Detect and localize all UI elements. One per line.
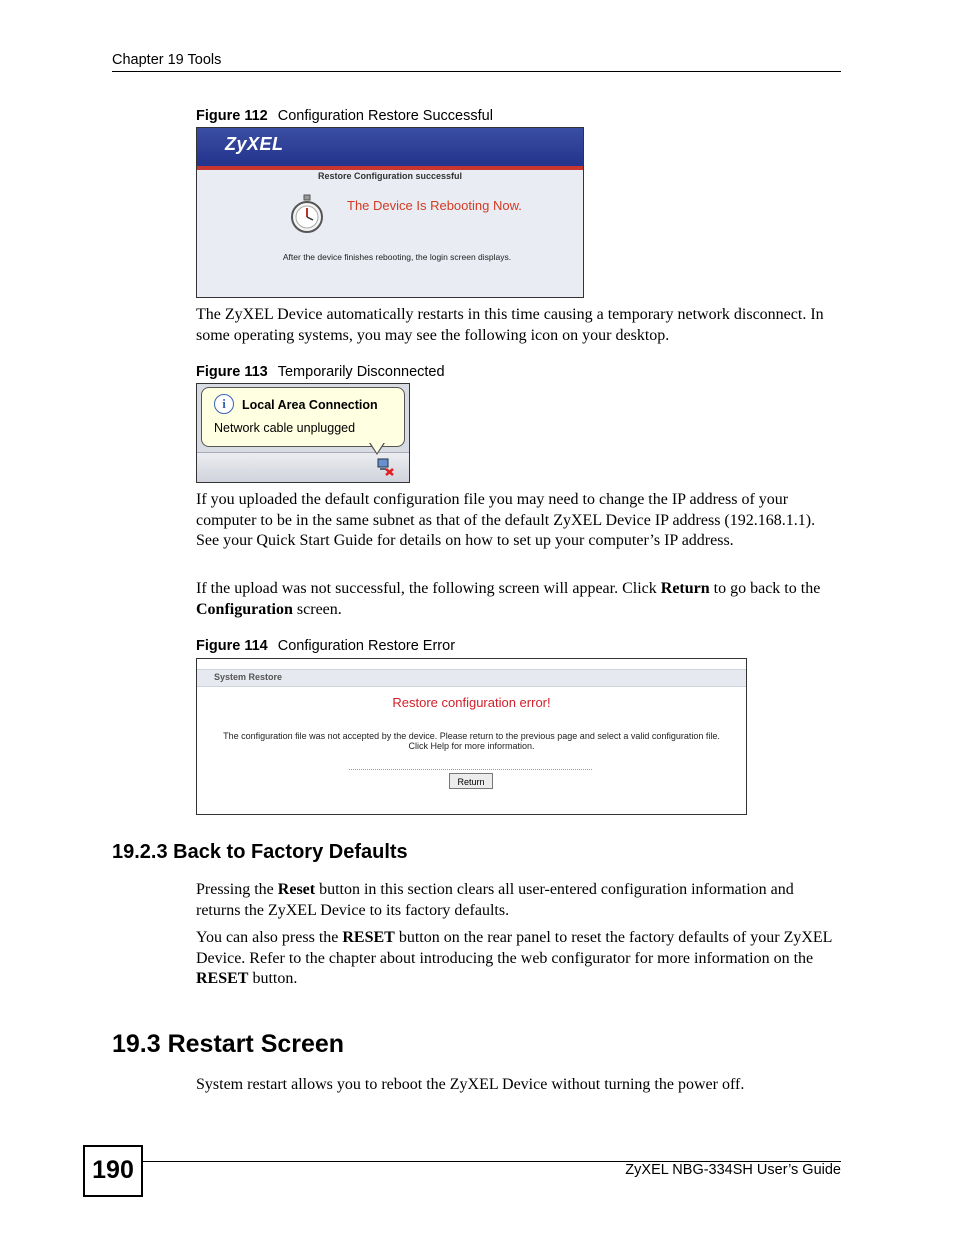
restore-error-message: The configuration file was not accepted by the device. Please return to the previous page and select a valid configuration file. Click Help for more information. <box>223 731 720 751</box>
figure-114-caption <box>196 638 455 654</box>
network-disconnected-icon[interactable] <box>375 456 395 476</box>
s1923-p2-text-3: button. <box>248 970 298 987</box>
paragraph-upload-failed <box>196 579 841 620</box>
chapter-header: Chapter 19 Tools <box>112 52 222 68</box>
info-icon: i <box>214 394 234 414</box>
paragraph-reset-button <box>196 880 841 921</box>
s1923-p2-text-1: You can also press the <box>196 929 343 946</box>
figure-112-title: Configuration Restore Successful <box>277 108 493 124</box>
figure-114-title: Configuration Restore Error <box>277 638 456 654</box>
balloon-title: Local Area Connection <box>242 398 378 412</box>
system-restore-title: System Restore <box>214 672 283 682</box>
page-number: 190 <box>83 1145 143 1197</box>
figure-113-number: Figure 113 <box>196 364 268 380</box>
return-button[interactable]: Return <box>449 773 493 789</box>
p3-text-2: to go back to the <box>709 580 821 597</box>
p3-return-term: Return <box>660 580 710 597</box>
paragraph-restart-info: The ZyXEL Device automatically restarts in this time causing a temporary network disconnect. In some operating systems, you may see the following icon on your desktop. <box>196 306 824 344</box>
figure-113-title: Temporarily Disconnected <box>277 364 445 380</box>
paragraph-rear-reset <box>196 928 841 990</box>
figure-112-caption <box>196 108 493 124</box>
s1923-reset-term-2: RESET <box>196 970 249 987</box>
s1923-reset-term-1: RESET <box>342 929 395 946</box>
banner-strip <box>197 166 583 170</box>
balloon-text: Network cable unplugged <box>214 421 356 435</box>
guide-title: ZyXEL NBG-334SH User’s Guide <box>625 1162 841 1178</box>
p3-text-1: If the upload was not successful, the following screen will appear. Click <box>196 580 661 597</box>
restore-error-heading: Restore configuration error! <box>392 695 551 710</box>
dotted-separator <box>349 769 592 770</box>
figure-113-screenshot <box>196 383 410 483</box>
section-19-3-heading: 19.3 Restart Screen <box>112 1030 345 1058</box>
s1923-p1-text-1: Pressing the <box>196 881 278 898</box>
rebooting-message: The Device Is Rebooting Now. <box>347 198 522 213</box>
paragraph-system-restart: System restart allows you to reboot the ZyXEL Device without turning the power off. <box>196 1076 745 1093</box>
stopwatch-icon <box>289 194 325 234</box>
figure-114-number: Figure 114 <box>196 638 268 654</box>
restore-success-title: Restore Configuration successful <box>317 171 463 181</box>
balloon-tail-inner <box>370 442 384 453</box>
p3-configuration-term: Configuration <box>196 600 293 618</box>
s1923-reset-term: Reset <box>277 881 316 898</box>
header-rule <box>112 71 841 72</box>
figure-112-number: Figure 112 <box>196 108 268 124</box>
rebooting-note: After the device finishes rebooting, the login screen displays. <box>282 252 512 262</box>
figure-113-caption <box>196 364 445 380</box>
zyxel-logo: ZyXEL <box>225 134 284 154</box>
s1923-p2-text-2: button on the rear panel to reset the factory defaults of your ZyXEL Device. Refer to the chapter about introducing the web configurator for more information on the <box>196 929 832 967</box>
s1923-p1-text-2: button in this section clears all user-entered configuration information and returns the ZyXEL Device to its factory defaults. <box>196 881 794 919</box>
section-19-2-3-heading: 19.2.3 Back to Factory Defaults <box>112 841 408 863</box>
figure-112-screenshot <box>196 127 584 298</box>
figure-114-screenshot <box>196 658 747 815</box>
p3-text-3: screen. <box>292 600 342 618</box>
paragraph-ip-address: If you uploaded the default configuration file you may need to change the IP address of your computer to be in the same subnet as that of the default ZyXEL Device IP address (192.168.1.1). See your Quick Start Guide for details on how to set up your computer’s IP address. <box>196 491 816 549</box>
notification-balloon <box>201 387 405 447</box>
system-restore-bar <box>197 669 746 687</box>
